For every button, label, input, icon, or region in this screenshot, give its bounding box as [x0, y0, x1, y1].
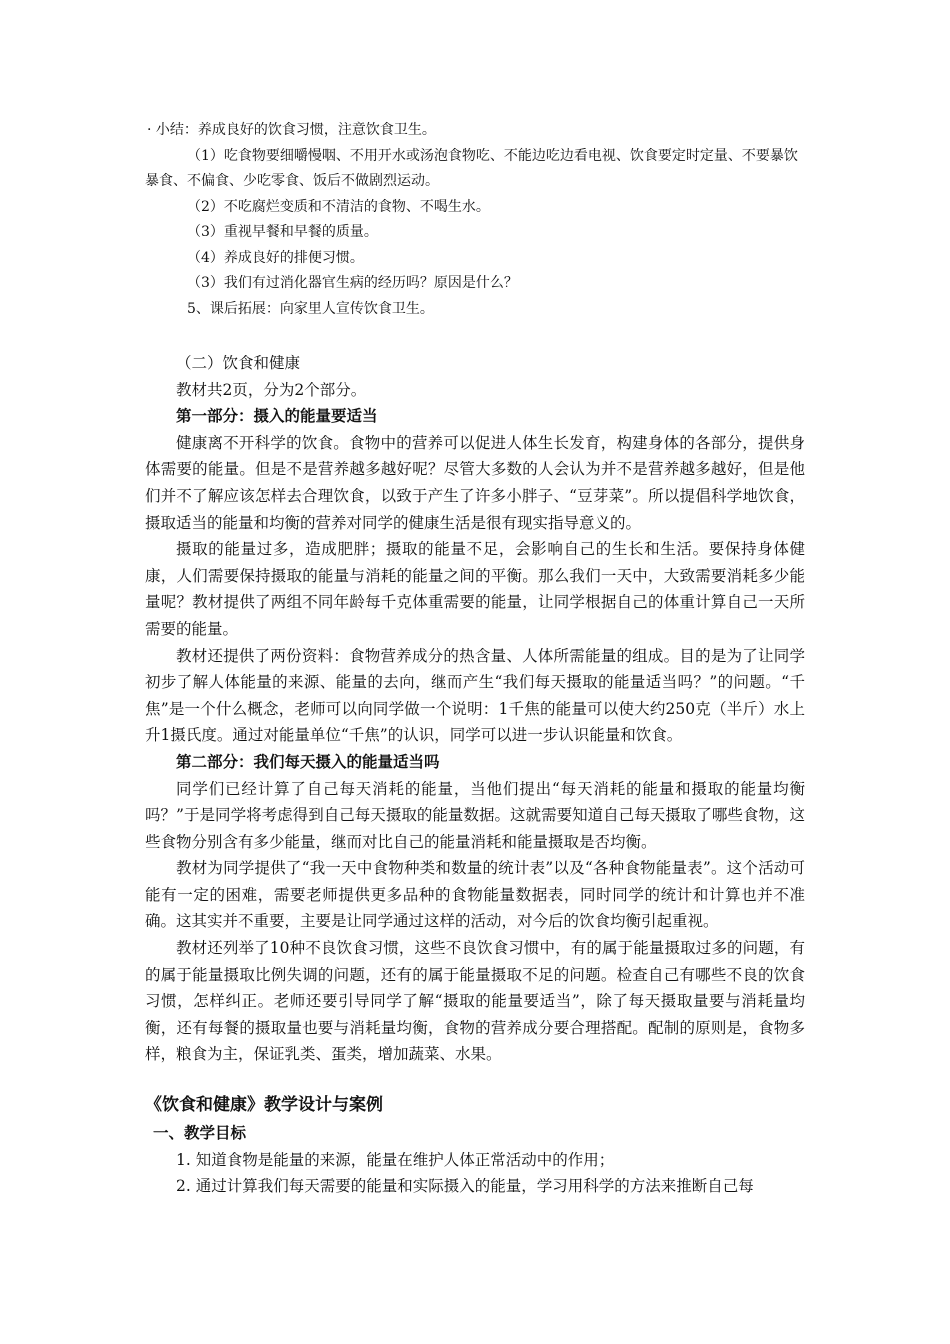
- section-intro: 教材共2页，分为2个部分。: [176, 380, 367, 399]
- paragraph: 教材还提供了两份资料：食物营养成分的热含量、人体所需能量的组成。目的是为了让同学初步了解人体能量的来源、能量的去向，继而产生“我们每天摄取的能量适当吗？”的问题。“千焦”是一个什么概念，老师可以向同学做一个说明：1千焦的能量可以使大约250克（半斤）水上升1摄氏度。通过对能量单位“千焦”的认识，同学可以进一步认识能量和饮食。: [145, 646, 805, 745]
- summary-section: [145, 118, 805, 322]
- summary-item: （3）重视早餐和早餐的质量。: [187, 224, 378, 240]
- summary-item: 5、课后拓展：向家里人宣传饮食卫生。: [187, 300, 434, 317]
- document-page: [145, 118, 805, 1200]
- paragraph: 教材还列举了10种不良饮食习惯，这些不良饮食习惯中，有的属于能量摄取过多的问题，有的属于能量摄取比例失调的问题，还有的属于能量摄取不足的问题。检查自己有哪些不良的饮食习惯，怎样纠正。老师还要引导同学了解“摄取的能量要适当”，除了每天摄取量要与消耗量均衡，还有每餐的摄取量也要与消耗量均衡，食物的营养成分要合理搭配。配制的原则是，食物多样，粮食为主，保证乳类、蛋类，增加蔬菜、水果。: [145, 939, 805, 1064]
- part1-title: 第一部分：摄入的能量要适当: [176, 406, 378, 426]
- paragraph: 同学们已经计算了自己每天消耗的能量，当他们提出“每天消耗的能量和摄取的能量均衡吗？”于是同学将考虑得到自己每天摄取的能量数据。这就需要知道自己每天摄取了哪些食物，这些食物分别含有多少能量，继而对比自己的能量消耗和能量摄取是否均衡。: [145, 779, 805, 851]
- summary-item: （2）不吃腐烂变质和不清洁的食物、不喝生水。: [187, 198, 490, 215]
- summary-title: · 小结：养成良好的饮食习惯，注意饮食卫生。: [147, 122, 436, 138]
- paragraph: 摄取的能量过多，造成肥胖；摄取的能量不足，会影响自己的生长和生活。要保持身体健康，人们需要保持摄取的能量与消耗的能量之间的平衡。那么我们一天中，大致需要消耗多少能量呢？教材提供了两组不同年龄每千克体重需要的能量，让同学根据自己的体重计算自己一天所需要的能量。: [145, 540, 805, 638]
- summary-item: （3）我们有过消化器官生病的经历吗？原因是什么？: [187, 275, 518, 291]
- goal-heading: 一、教学目标: [153, 1123, 247, 1143]
- section-diet-health: [145, 350, 805, 1200]
- paragraph: 健康离不开科学的饮食。食物中的营养可以促进人体生长发育，构建身体的各部分，提供身体需要的能量。但是不是营养越多越好呢？尽管大多数的人会认为并不是营养越多越好，但是他们并不了解应该怎样去合理饮食，以致于产生了许多小胖子、“豆芽菜”。所以提倡科学地饮食，摄取适当的能量和均衡的营养对同学的健康生活是很有现实指导意义的。: [145, 433, 805, 532]
- part2-title: 第二部分：我们每天摄入的能量适当吗: [176, 751, 440, 771]
- goal-item: 1. 知道食物是能量的来源，能量在维护人体正常活动中的作用；: [176, 1150, 615, 1169]
- section-heading: （二）饮食和健康: [176, 354, 301, 372]
- design-title: 《饮食和健康》教学设计与案例: [145, 1095, 383, 1116]
- summary-item: （4）养成良好的排便习惯。: [187, 249, 364, 266]
- summary-item: （1）吃食物要细嚼慢咽、不用开水或汤泡食物吃、不能边吃边看电视、饮食要定时定量、不要暴饮暴食、不偏食、少吃零食、饭后不做剧烈运动。: [145, 147, 798, 189]
- paragraph: 教材为同学提供了“我一天中食物种类和数量的统计表”以及“各种食物能量表”。这个活动可能有一定的困难，需要老师提供更多品种的食物能量数据表，同时同学的统计和计算也并不准确。这其实并不重要，主要是让同学通过这样的活动，对今后的饮食均衡引起重视。: [145, 859, 805, 931]
- goal-item: 2. 通过计算我们每天需要的能量和实际摄入的能量，学习用科学的方法来推断自己每: [176, 1177, 754, 1196]
